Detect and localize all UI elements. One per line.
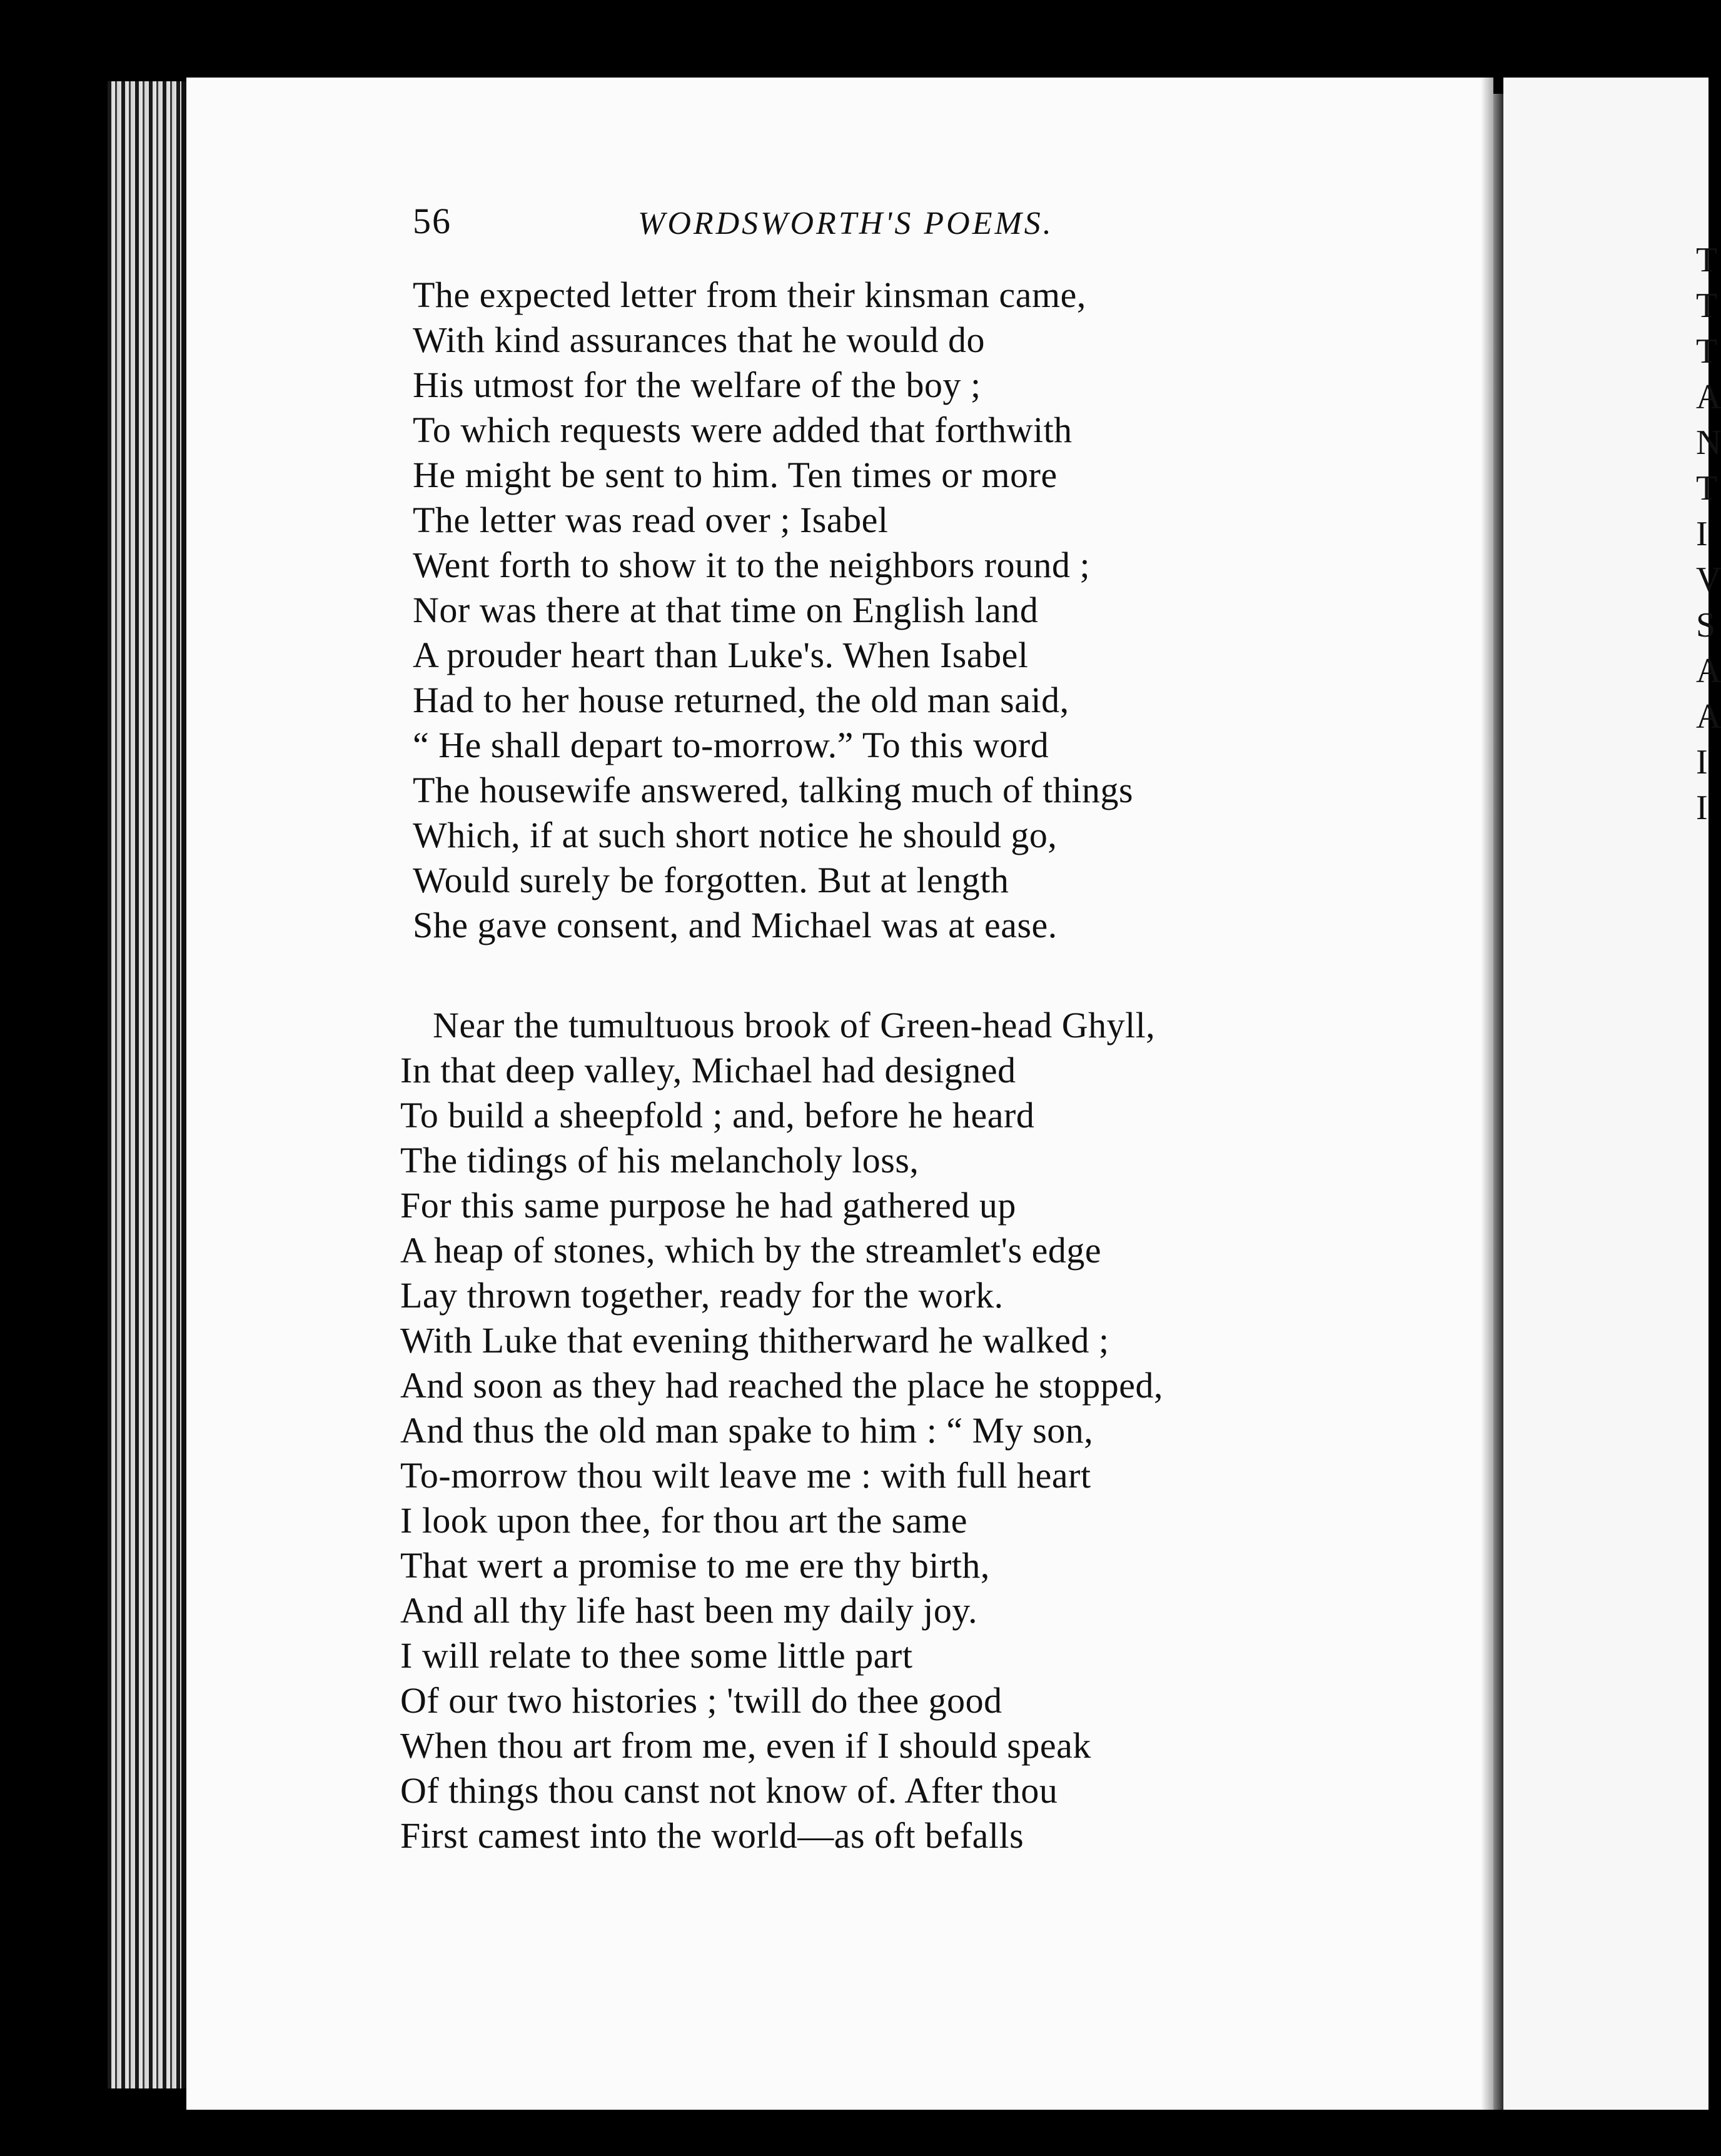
spine-shadow	[1481, 78, 1495, 2110]
poem-line: Of things thou canst not know of. After thou	[400, 1770, 1058, 1811]
facing-letter: V	[1696, 560, 1721, 599]
facing-letter: I	[1696, 515, 1708, 553]
scan-bottom-border	[0, 2110, 1708, 2156]
poem-line: He might be sent to him. Ten times or more	[413, 455, 1057, 495]
poem-line: When thou art from me, even if I should speak	[400, 1725, 1091, 1766]
book-page-edges	[108, 81, 195, 2088]
poem-line: A prouder heart than Luke's. When Isabel	[413, 635, 1029, 675]
scan-top-border	[0, 0, 1708, 78]
poem-line: She gave consent, and Michael was at ease.	[413, 905, 1057, 945]
poem-line: And all thy life hast been my daily joy.	[400, 1590, 978, 1631]
poem-line: His utmost for the welfare of the boy ;	[413, 365, 981, 405]
facing-letter: T	[1696, 241, 1718, 280]
poem-line: That wert a promise to me ere thy birth,	[400, 1545, 990, 1586]
running-head: WORDSWORTH'S POEMS.	[638, 206, 1054, 241]
poem-line: Near the tumultuous brook of Green-head Ghyll,	[433, 1005, 1156, 1045]
facing-letter: A	[1696, 652, 1721, 690]
poem-line: The tidings of his melancholy loss,	[400, 1140, 919, 1181]
facing-letter: T	[1696, 286, 1718, 325]
poem-line: In that deep valley, Michael had designed	[400, 1050, 1016, 1091]
book-gutter	[1493, 94, 1503, 2126]
facing-letter: T	[1696, 332, 1718, 371]
poem-line: The letter was read over ; Isabel	[413, 500, 889, 540]
facing-letter: T	[1696, 469, 1718, 508]
poem-line: I look upon thee, for thou art the same	[400, 1500, 967, 1541]
facing-page-text	[1696, 238, 1721, 831]
poem-line: The expected letter from their kinsman came,	[413, 275, 1086, 315]
facing-letter: A	[1696, 378, 1721, 416]
poem-line: To build a sheepfold ; and, before he heard	[400, 1095, 1035, 1136]
poem-line: Went forth to show it to the neighbors round ;	[413, 545, 1091, 585]
poem-line: Would surely be forgotten. But at length	[413, 860, 1009, 900]
poem-line: For this same purpose he had gathered up	[400, 1185, 1016, 1226]
poem-line: Nor was there at that time on English land	[413, 590, 1039, 630]
facing-page	[1503, 78, 1721, 2110]
page-number: 56	[413, 201, 452, 241]
poem-line: I will relate to thee some little part	[400, 1635, 913, 1676]
poem-line: Of our two histories ; 'twill do thee good	[400, 1680, 1002, 1721]
stanza-2	[400, 1003, 1163, 1858]
facing-letter: A	[1696, 697, 1721, 736]
facing-letter: I	[1696, 743, 1708, 782]
facing-letter: I	[1696, 788, 1708, 827]
poem-line: Had to her house returned, the old man said,	[413, 680, 1069, 720]
facing-letter: N	[1696, 423, 1721, 462]
poem-line: Which, if at such short notice he should go,	[413, 815, 1057, 855]
facing-letter: S	[1696, 606, 1716, 645]
poem-line: “ He shall depart to-morrow.” To this word	[413, 725, 1049, 765]
poem-line: With kind assurances that he would do	[413, 320, 985, 360]
poem-line: And thus the old man spake to him : “ My son,	[400, 1410, 1094, 1451]
poem-line: A heap of stones, which by the streamlet's edge	[400, 1230, 1102, 1271]
poem-line: With Luke that evening thitherward he walked ;	[400, 1320, 1109, 1361]
poem-line: Lay thrown together, ready for the work.	[400, 1275, 1004, 1316]
poem-line: To which requests were added that forthwith	[413, 410, 1072, 450]
poem-line: To-morrow thou wilt leave me : with full heart	[400, 1455, 1091, 1496]
stanza-1	[413, 273, 1133, 948]
page-header	[413, 200, 1320, 256]
poem-line: The housewife answered, talking much of things	[413, 770, 1134, 810]
poem-line: First camest into the world—as oft befalls	[400, 1815, 1024, 1856]
poem-line: And soon as they had reached the place he stopped,	[400, 1365, 1164, 1406]
